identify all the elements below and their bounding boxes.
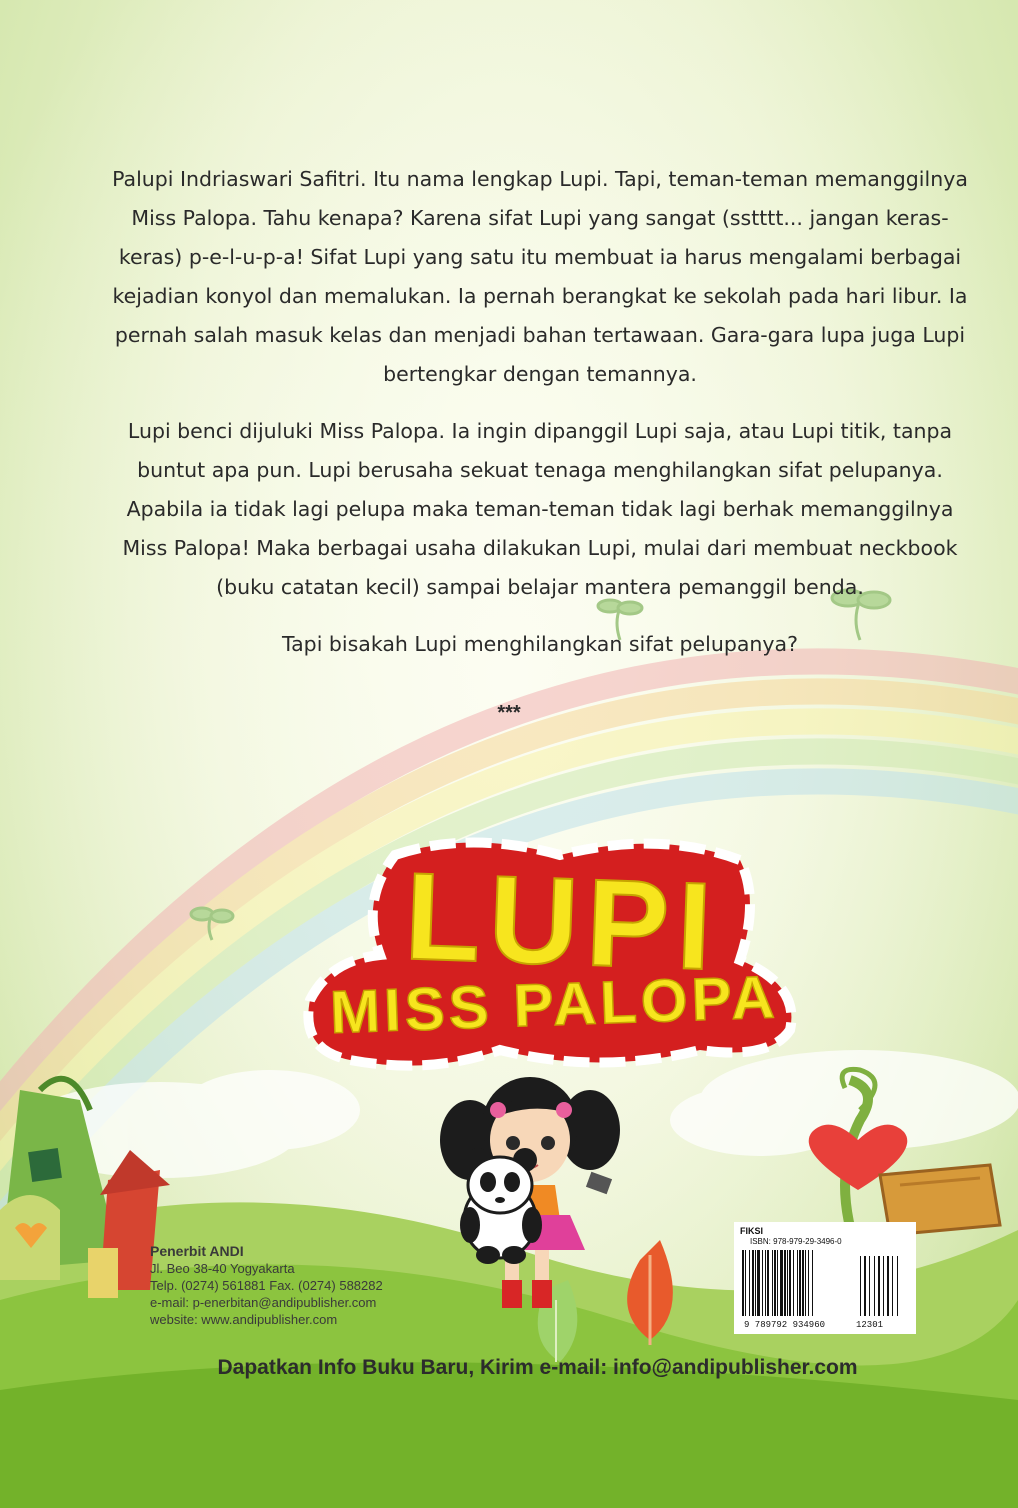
publisher-address: Jl. Beo 38-40 Yogyakarta <box>150 1261 295 1276</box>
barcode-bar <box>799 1250 801 1316</box>
publisher-name: Penerbit ANDI <box>150 1243 244 1259</box>
barcode-bar <box>789 1250 791 1316</box>
barcode-bar <box>755 1250 756 1316</box>
separator: *** <box>497 702 521 724</box>
barcode-bars <box>740 1250 910 1320</box>
synopsis <box>110 160 970 682</box>
barcode-addon-bar <box>874 1256 875 1316</box>
barcode-bar <box>797 1250 798 1316</box>
barcode-addon-bar <box>897 1256 898 1316</box>
barcode-bar <box>762 1250 763 1316</box>
title-line-2: MISS PALOPA <box>328 963 780 1046</box>
barcode-bar <box>787 1250 788 1316</box>
publisher-website: website: www.andipublisher.com <box>150 1312 338 1327</box>
barcode-bar <box>742 1250 744 1316</box>
barcode-bar <box>784 1250 786 1316</box>
barcode-bar <box>749 1250 750 1316</box>
isbn-barcode <box>734 1222 916 1334</box>
barcode-bar <box>780 1250 783 1316</box>
barcode-bar <box>757 1250 760 1316</box>
title-line-1: LUPI <box>402 847 722 997</box>
footer-info: Dapatkan Info Buku Baru, Kirim e-mail: info@andipublisher.com <box>217 1356 858 1379</box>
publisher-phone: Telp. (0274) 561881 Fax. (0274) 588282 <box>150 1278 383 1293</box>
barcode-bar <box>793 1250 794 1316</box>
barcode-bar <box>772 1250 773 1316</box>
barcode-bar <box>808 1250 809 1316</box>
barcode-bar <box>752 1250 754 1316</box>
barcode-bar <box>802 1250 804 1316</box>
barcode-addon: 12301 <box>856 1320 884 1330</box>
barcode-bar <box>774 1250 776 1316</box>
barcode-bar <box>777 1250 778 1316</box>
barcode-isbn: ISBN: 978-979-29-3496-0 <box>750 1237 842 1246</box>
publisher-info <box>150 1243 383 1328</box>
barcode-addon-bar <box>860 1256 861 1316</box>
barcode-category: FIKSI <box>740 1226 764 1236</box>
synopsis-paragraph-3: Tapi bisakah Lupi menghilangkan sifat pelupanya? <box>281 632 798 656</box>
barcode-addon-bar <box>864 1256 866 1316</box>
barcode-addon-bar <box>883 1256 884 1316</box>
barcode-bar <box>812 1250 813 1316</box>
barcode-addon-bar <box>892 1256 893 1316</box>
synopsis-paragraph-1: Palupi Indriaswari Safitri. Itu nama lengkap Lupi. Tapi, teman-teman memanggilnya Miss Palopa. Tahu kenapa? Karena sifat Lupi yang sangat (sstttt... jangan keras-keras) p-e-l-u-p-a! Sifat Lupi yang satu itu membuat ia harus mengalami berbagai kejadian konyol dan memalukan. Ia pernah berangkat ke sekolah pada hari libur. Ia pernah salah masuk kelas dan menjadi bahan tertawaan. Gara-gara lupa juga Lupi bertengkar dengan temannya. <box>112 167 968 386</box>
book-title <box>265 810 805 1080</box>
barcode-addon-bar <box>878 1256 880 1316</box>
barcode-bar <box>765 1250 766 1316</box>
barcode-bar <box>767 1250 769 1316</box>
barcode-bar <box>745 1250 746 1316</box>
barcode-addon-bar <box>887 1256 889 1316</box>
publisher-email: e-mail: p-enerbitan@andipublisher.com <box>150 1295 377 1310</box>
barcode-bar <box>805 1250 806 1316</box>
synopsis-paragraph-2: Lupi benci dijuluki Miss Palopa. Ia ingin dipanggil Lupi saja, atau Lupi titik, tanpa buntut apa pun. Lupi berusaha sekuat tenaga menghilangkan sifat pelupanya. Apabila ia tidak lagi pelupa maka teman-teman tidak lagi berhak memanggilnya Miss Palopa! Maka berbagai usaha dilakukan Lupi, mulai dari membuat neckbook (buku catatan kecil) sampai belajar mantera pemanggil benda. <box>122 419 958 599</box>
barcode-addon-bar <box>869 1256 870 1316</box>
barcode-number: 9 789792 934960 <box>744 1320 826 1330</box>
